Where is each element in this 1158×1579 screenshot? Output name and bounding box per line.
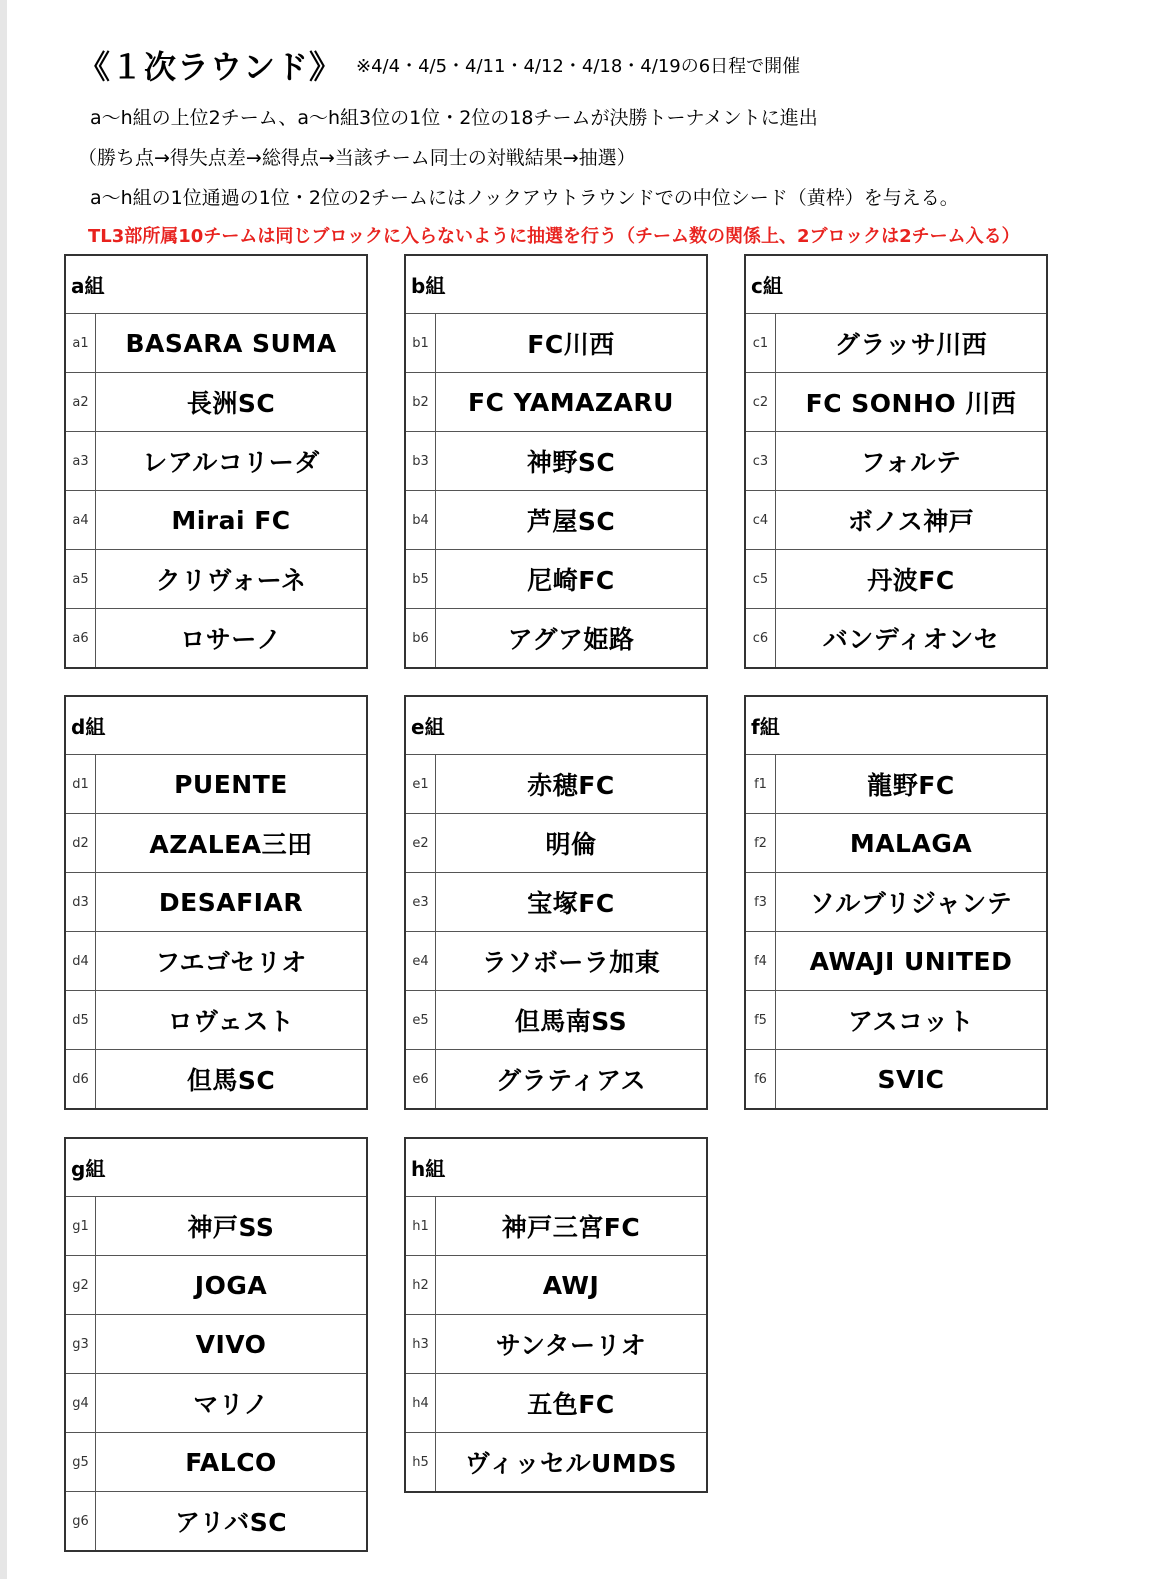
team-row [746, 814, 1046, 873]
team-name: SVIC [877, 1064, 945, 1094]
team-code: g3 [66, 1315, 96, 1373]
team-name: 尼崎FC [527, 566, 615, 595]
team-code: a5 [66, 550, 96, 608]
team-name: PUENTE [174, 769, 288, 799]
team-name: ソルブリジャンテ [809, 889, 1013, 918]
team-code: e2 [406, 814, 436, 872]
team-name: グラティアス [495, 1066, 646, 1095]
team-code: a2 [66, 373, 96, 431]
team-name: 芦屋SC [526, 507, 616, 536]
group-label: a組 [66, 256, 366, 314]
team-row [746, 373, 1046, 432]
team-name: 但馬SC [186, 1066, 276, 1095]
team-row [66, 1492, 366, 1550]
team-row [406, 1374, 706, 1433]
team-row [746, 491, 1046, 550]
team-code: d4 [66, 932, 96, 990]
team-row [746, 1050, 1046, 1108]
team-name: 長洲SC [186, 389, 276, 418]
team-name: 神戸三宮FC [501, 1213, 641, 1242]
team-name: 神野SC [526, 448, 616, 477]
team-name: 明倫 [545, 830, 597, 859]
team-code: f3 [746, 873, 776, 931]
team-row [406, 932, 706, 991]
team-name: MALAGA [849, 828, 973, 858]
team-name: 但馬南SS [514, 1007, 628, 1036]
team-code: e1 [406, 755, 436, 813]
seed-rule: a～h組の1位通過の1位・2位の2チームにはノックアウトラウンドでの中位シード（黄枠）を与える。 [90, 187, 959, 209]
team-code: g5 [66, 1433, 96, 1491]
team-name: ボノス神戸 [847, 507, 975, 536]
team-code: c1 [746, 314, 776, 372]
group-table [64, 695, 368, 1110]
team-row [66, 314, 366, 373]
team-name: ラソボーラ加東 [481, 948, 661, 977]
team-name: JOGA [194, 1270, 268, 1300]
team-name: AZALEA三田 [149, 830, 313, 859]
advance-rule: a～h組の上位2チーム、a～h組3位の1位・2位の18チームが決勝トーナメントに進出 [90, 107, 818, 129]
team-code: e5 [406, 991, 436, 1049]
group-table [64, 254, 368, 669]
team-name: マリノ [193, 1390, 269, 1419]
team-code: f6 [746, 1050, 776, 1108]
group-table [404, 254, 708, 669]
team-code: b1 [406, 314, 436, 372]
team-code: f1 [746, 755, 776, 813]
team-name: 神戸SS [187, 1213, 275, 1242]
group-label: b組 [406, 256, 706, 314]
group-table [744, 254, 1048, 669]
team-row [746, 432, 1046, 491]
page-title: 《１次ラウンド》 [78, 48, 343, 86]
team-row [406, 814, 706, 873]
team-code: g4 [66, 1374, 96, 1432]
team-code: c5 [746, 550, 776, 608]
group-table [64, 1137, 368, 1552]
team-row [746, 550, 1046, 609]
team-code: c2 [746, 373, 776, 431]
team-code: h2 [406, 1256, 436, 1314]
team-row [406, 1050, 706, 1108]
team-name: BASARA SUMA [125, 328, 337, 358]
team-row [406, 432, 706, 491]
team-name: ロヴェスト [167, 1007, 295, 1036]
team-code: d1 [66, 755, 96, 813]
team-name: DESAFIAR [158, 887, 304, 917]
team-code: a6 [66, 609, 96, 667]
team-name: FALCO [185, 1447, 277, 1477]
team-row [406, 550, 706, 609]
team-code: d6 [66, 1050, 96, 1108]
group-label: g組 [66, 1139, 366, 1197]
team-code: b3 [406, 432, 436, 490]
team-row [746, 609, 1046, 667]
group-label: d組 [66, 697, 366, 755]
team-name: アスコット [847, 1007, 974, 1036]
team-code: h4 [406, 1374, 436, 1432]
team-name: アグア姫路 [507, 625, 635, 654]
team-row [66, 932, 366, 991]
team-row [406, 1315, 706, 1374]
group-table [404, 695, 708, 1110]
team-code: b5 [406, 550, 436, 608]
team-name: 五色FC [527, 1390, 615, 1419]
team-row [406, 873, 706, 932]
team-row [406, 1256, 706, 1315]
team-row [66, 814, 366, 873]
group-label: h組 [406, 1139, 706, 1197]
team-name: 丹波FC [867, 566, 955, 595]
team-row [66, 1433, 366, 1492]
team-code: a3 [66, 432, 96, 490]
group-label: e組 [406, 697, 706, 755]
draw-note: TL3部所属10チームは同じブロックに入らないように抽選を行う（チーム数の関係上、2ブロックは2チーム入る） [88, 226, 1020, 247]
team-code: b2 [406, 373, 436, 431]
team-row [66, 991, 366, 1050]
team-code: d3 [66, 873, 96, 931]
team-name: サンターリオ [495, 1331, 647, 1360]
team-row [66, 550, 366, 609]
group-table [404, 1137, 708, 1493]
team-name: レアルコリーダ [142, 448, 320, 477]
team-row [746, 873, 1046, 932]
team-row [406, 491, 706, 550]
team-name: フォルテ [860, 448, 962, 477]
team-name: クリヴォーネ [155, 566, 307, 595]
team-row [406, 991, 706, 1050]
team-code: g1 [66, 1197, 96, 1255]
team-row [406, 373, 706, 432]
team-name: VIVO [195, 1329, 267, 1359]
team-row [66, 1197, 366, 1256]
team-name: グラッサ川西 [834, 330, 988, 359]
team-code: c4 [746, 491, 776, 549]
team-name: AWAJI UNITED [809, 946, 1013, 976]
team-code: b6 [406, 609, 436, 667]
team-code: a1 [66, 314, 96, 372]
team-row [746, 932, 1046, 991]
team-row [406, 1433, 706, 1491]
team-name: ロサーノ [180, 625, 282, 654]
group-label: f組 [746, 697, 1046, 755]
group-label: c組 [746, 256, 1046, 314]
team-row [406, 314, 706, 373]
team-row [66, 1050, 366, 1108]
team-name: AWJ [542, 1270, 600, 1300]
team-code: f5 [746, 991, 776, 1049]
team-row [746, 991, 1046, 1050]
team-row [746, 755, 1046, 814]
team-name: アリバSC [174, 1508, 288, 1537]
team-code: g2 [66, 1256, 96, 1314]
team-row [746, 314, 1046, 373]
team-code: g6 [66, 1492, 96, 1550]
team-name: Mirai FC [171, 505, 291, 535]
group-table [744, 695, 1048, 1110]
team-code: f2 [746, 814, 776, 872]
team-row [406, 609, 706, 667]
team-name: FC SONHO 川西 [805, 389, 1017, 418]
team-row [66, 873, 366, 932]
team-row [66, 1315, 366, 1374]
team-code: f4 [746, 932, 776, 990]
team-name: FC YAMAZARU [468, 387, 674, 417]
team-code: h3 [406, 1315, 436, 1373]
team-name: フエゴセリオ [155, 948, 307, 977]
team-code: h5 [406, 1433, 436, 1491]
team-code: a4 [66, 491, 96, 549]
team-code: c3 [746, 432, 776, 490]
team-row [66, 755, 366, 814]
team-code: d5 [66, 991, 96, 1049]
team-name: 赤穂FC [527, 771, 615, 800]
team-code: e3 [406, 873, 436, 931]
team-row [66, 491, 366, 550]
team-row [66, 1374, 366, 1433]
team-name: 宝塚FC [527, 889, 615, 918]
schedule-note: ※4/4・4/5・4/11・4/12・4/18・4/19の6日程で開催 [356, 56, 801, 77]
team-code: h1 [406, 1197, 436, 1255]
team-row [406, 1197, 706, 1256]
team-code: e6 [406, 1050, 436, 1108]
team-row [66, 609, 366, 667]
team-row [66, 432, 366, 491]
page-left-edge [0, 0, 7, 1579]
team-row [406, 755, 706, 814]
team-code: d2 [66, 814, 96, 872]
team-code: b4 [406, 491, 436, 549]
team-name: ヴィッセルUMDS [465, 1449, 677, 1478]
team-name: 龍野FC [867, 771, 955, 800]
team-row [66, 373, 366, 432]
team-name: バンディオンセ [822, 625, 1000, 654]
team-code: e4 [406, 932, 436, 990]
team-code: c6 [746, 609, 776, 667]
title-line [78, 42, 800, 92]
team-row [66, 1256, 366, 1315]
team-name: FC川西 [527, 330, 615, 359]
tiebreak-rule: （勝ち点→得失点差→総得点→当該チーム同士の対戦結果→抽選） [78, 147, 636, 169]
